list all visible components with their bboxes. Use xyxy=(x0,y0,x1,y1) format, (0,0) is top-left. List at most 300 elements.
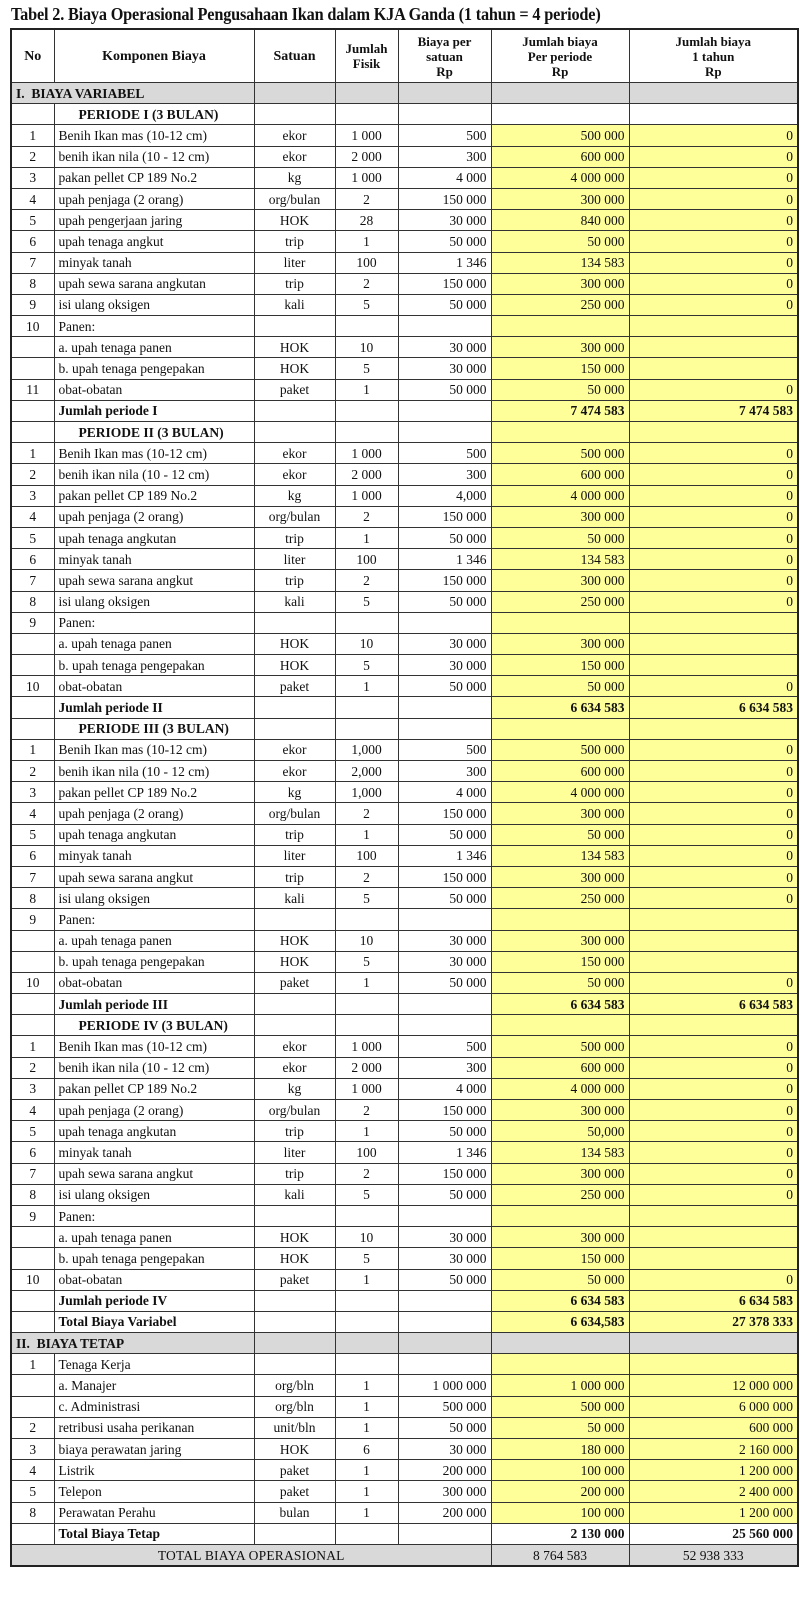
cell-no: 6 xyxy=(11,1142,54,1163)
cell-satuan: liter xyxy=(254,845,335,866)
table-title: Tabel 2. Biaya Operasional Pengusahaan Ikan dalam KJA Ganda (1 tahun = 4 periode) xyxy=(11,4,601,24)
period-header-row xyxy=(11,1015,798,1036)
cell-fisik xyxy=(335,1354,398,1375)
subtotal-1-tahun: 7 474 583 xyxy=(629,400,798,421)
cell-satuan: org/bulan xyxy=(254,1100,335,1121)
cell-biaya-satuan: 30 000 xyxy=(398,930,491,951)
cell-biaya-satuan: 50 000 xyxy=(398,1184,491,1205)
cell-fisik xyxy=(335,1290,398,1311)
cell-1-tahun: 0 xyxy=(629,761,798,782)
cell-1-tahun: 0 xyxy=(629,1269,798,1290)
header-komponen: Komponen Biaya xyxy=(54,29,254,83)
cell-per-periode: 150 000 xyxy=(491,358,629,379)
cell-satuan: bulan xyxy=(254,1502,335,1523)
cell-per-periode: 300 000 xyxy=(491,506,629,527)
cell-komponen: Panen: xyxy=(54,909,254,930)
cell-biaya-satuan: 30 000 xyxy=(398,655,491,676)
header-line: Rp xyxy=(704,63,722,79)
cell-1-tahun: 0 xyxy=(629,782,798,803)
cell-1-tahun: 0 xyxy=(629,570,798,591)
header-line: Per periode xyxy=(527,48,593,64)
cell-biaya-satuan: 300 000 xyxy=(398,1481,491,1502)
cell-fisik: 2 xyxy=(335,866,398,887)
cell-1-tahun xyxy=(629,1227,798,1248)
cell-biaya-satuan: 1 346 xyxy=(398,1142,491,1163)
cell-1-tahun: 0 xyxy=(629,888,798,909)
cell-satuan xyxy=(254,612,335,633)
cell-satuan: paket xyxy=(254,1460,335,1481)
cell-satuan xyxy=(254,1205,335,1226)
table-row xyxy=(11,1036,798,1057)
cell-komponen: pakan pellet CP 189 No.2 xyxy=(54,167,254,188)
cell-1-tahun: 0 xyxy=(629,1078,798,1099)
cell-fisik: 1 xyxy=(335,972,398,993)
cell-fisik: 10 xyxy=(335,930,398,951)
cell-fisik: 1 xyxy=(335,1121,398,1142)
cell-fisik: 1 000 xyxy=(335,1036,398,1057)
cell-biaya-satuan: 50 000 xyxy=(398,231,491,252)
cell-no xyxy=(11,1311,54,1332)
cell-no xyxy=(11,337,54,358)
cell-satuan: ekor xyxy=(254,125,335,146)
table-row xyxy=(11,655,798,676)
cell-no: 1 xyxy=(11,1354,54,1375)
cell-fisik: 5 xyxy=(335,951,398,972)
cell-komponen: retribusi usaha perikanan xyxy=(54,1417,254,1438)
cell-satuan: HOK xyxy=(254,655,335,676)
cell-fisik: 1 xyxy=(335,1396,398,1417)
cell-per-periode xyxy=(491,909,629,930)
cell-komponen: pakan pellet CP 189 No.2 xyxy=(54,1078,254,1099)
cell-no: 7 xyxy=(11,252,54,273)
cell-no xyxy=(11,104,54,125)
cell-1-tahun xyxy=(629,1248,798,1269)
section-number: II. xyxy=(16,1335,30,1351)
cell-1-tahun: 0 xyxy=(629,379,798,400)
cell-1-tahun xyxy=(629,612,798,633)
period-label: PERIODE III (3 BULAN) xyxy=(54,718,254,739)
cell-biaya-satuan: 4 000 xyxy=(398,167,491,188)
cell-biaya-satuan xyxy=(398,1205,491,1226)
cell-no: 6 xyxy=(11,231,54,252)
cell-biaya-satuan: 150 000 xyxy=(398,273,491,294)
cell-satuan: paket xyxy=(254,1269,335,1290)
cell-biaya-satuan: 150 000 xyxy=(398,1100,491,1121)
cell-satuan: liter xyxy=(254,252,335,273)
cell-fisik: 5 xyxy=(335,294,398,315)
table-row xyxy=(11,1375,798,1396)
cell-per-periode: 180 000 xyxy=(491,1439,629,1460)
cell-satuan: paket xyxy=(254,1481,335,1502)
cell-fisik: 5 xyxy=(335,591,398,612)
cell-per-periode: 200 000 xyxy=(491,1481,629,1502)
table-body xyxy=(11,83,798,1567)
cell-komponen: Benih Ikan mas (10-12 cm) xyxy=(54,125,254,146)
cell-per-periode: 1 000 000 xyxy=(491,1375,629,1396)
cell-biaya-satuan xyxy=(398,316,491,337)
cell-komponen: isi ulang oksigen xyxy=(54,888,254,909)
cell-komponen: pakan pellet CP 189 No.2 xyxy=(54,782,254,803)
cell-komponen: a. upah tenaga panen xyxy=(54,633,254,654)
header-line: Rp xyxy=(551,63,569,79)
cell-biaya-satuan: 150 000 xyxy=(398,1163,491,1184)
subtotal-1-tahun: 6 634 583 xyxy=(629,1290,798,1311)
cell-no xyxy=(11,930,54,951)
cell-biaya-satuan: 200 000 xyxy=(398,1460,491,1481)
cell-1-tahun: 0 xyxy=(629,485,798,506)
cell-biaya-satuan xyxy=(398,1290,491,1311)
cell-komponen: benih ikan nila (10 - 12 cm) xyxy=(54,1057,254,1078)
cell-komponen: isi ulang oksigen xyxy=(54,1184,254,1205)
cell-fisik: 2 xyxy=(335,570,398,591)
cell-biaya-satuan xyxy=(398,1523,491,1544)
header-jumlah-per-periode xyxy=(491,29,629,83)
cell-1-tahun: 0 xyxy=(629,506,798,527)
cell-per-periode xyxy=(491,1333,629,1354)
cell-per-periode: 300 000 xyxy=(491,866,629,887)
cell-no xyxy=(11,951,54,972)
cell-komponen: benih ikan nila (10 - 12 cm) xyxy=(54,146,254,167)
table-row xyxy=(11,803,798,824)
cell-1-tahun: 0 xyxy=(629,1100,798,1121)
cell-no xyxy=(11,1396,54,1417)
period-header-row xyxy=(11,104,798,125)
subtotal-row xyxy=(11,400,798,421)
cell-no: 5 xyxy=(11,210,54,231)
total-fixed-per-periode: 2 130 000 xyxy=(491,1523,629,1544)
cell-biaya-satuan: 300 xyxy=(398,761,491,782)
table-row xyxy=(11,866,798,887)
cell-1-tahun: 0 xyxy=(629,1121,798,1142)
cell-per-periode: 150 000 xyxy=(491,655,629,676)
header-line: Jumlah biaya xyxy=(675,33,751,49)
grand-total-1-tahun: 52 938 333 xyxy=(629,1544,798,1566)
subtotal-per-periode: 7 474 583 xyxy=(491,400,629,421)
subtotal-1-tahun: 6 634 583 xyxy=(629,697,798,718)
cell-satuan: ekor xyxy=(254,146,335,167)
cell-no xyxy=(11,400,54,421)
cell-biaya-satuan: 500 xyxy=(398,739,491,760)
cell-komponen: b. upah tenaga pengepakan xyxy=(54,655,254,676)
cell-1-tahun xyxy=(629,951,798,972)
cell-per-periode: 250 000 xyxy=(491,591,629,612)
cell-per-periode: 50,000 xyxy=(491,1121,629,1142)
cell-1-tahun: 0 xyxy=(629,210,798,231)
cell-1-tahun xyxy=(629,83,798,104)
cell-1-tahun: 1 200 000 xyxy=(629,1502,798,1523)
cell-biaya-satuan xyxy=(398,909,491,930)
cell-satuan: HOK xyxy=(254,930,335,951)
table-row xyxy=(11,485,798,506)
table-row xyxy=(11,379,798,400)
table-row xyxy=(11,1354,798,1375)
cell-fisik: 1 xyxy=(335,1460,398,1481)
header-biaya-per-satuan xyxy=(398,29,491,83)
cell-no: 7 xyxy=(11,1163,54,1184)
cell-komponen: Benih Ikan mas (10-12 cm) xyxy=(54,443,254,464)
cell-no: 4 xyxy=(11,1100,54,1121)
cell-per-periode: 100 000 xyxy=(491,1460,629,1481)
cell-biaya-satuan: 50 000 xyxy=(398,379,491,400)
table-row xyxy=(11,443,798,464)
cell-biaya-satuan: 150 000 xyxy=(398,506,491,527)
cell-per-periode xyxy=(491,1015,629,1036)
header-line: Biaya per xyxy=(417,33,472,49)
cell-fisik: 100 xyxy=(335,252,398,273)
cell-no xyxy=(11,1015,54,1036)
cell-biaya-satuan: 50 000 xyxy=(398,1417,491,1438)
cell-no: 6 xyxy=(11,549,54,570)
cell-komponen: Telepon xyxy=(54,1481,254,1502)
cell-1-tahun: 0 xyxy=(629,231,798,252)
cell-komponen: upah tenaga angkutan xyxy=(54,824,254,845)
cell-1-tahun xyxy=(629,337,798,358)
section-row xyxy=(11,1333,798,1354)
cell-satuan: kali xyxy=(254,1184,335,1205)
cell-fisik: 1 xyxy=(335,1269,398,1290)
cell-fisik: 1 xyxy=(335,1417,398,1438)
table-row xyxy=(11,210,798,231)
cell-satuan: org/bln xyxy=(254,1375,335,1396)
cell-1-tahun: 0 xyxy=(629,866,798,887)
cell-satuan: kali xyxy=(254,888,335,909)
cell-satuan: paket xyxy=(254,972,335,993)
cell-biaya-satuan: 50 000 xyxy=(398,1121,491,1142)
cell-per-periode: 100 000 xyxy=(491,1502,629,1523)
period-label: PERIODE IV (3 BULAN) xyxy=(54,1015,254,1036)
cell-biaya-satuan: 30 000 xyxy=(398,1227,491,1248)
table-row xyxy=(11,824,798,845)
cell-fisik xyxy=(335,316,398,337)
cell-satuan: trip xyxy=(254,824,335,845)
cell-no: 7 xyxy=(11,866,54,887)
cell-satuan: kali xyxy=(254,591,335,612)
cell-1-tahun: 0 xyxy=(629,845,798,866)
cell-komponen: upah tenaga angkutan xyxy=(54,527,254,548)
cell-1-tahun: 0 xyxy=(629,549,798,570)
cell-satuan: trip xyxy=(254,527,335,548)
cell-biaya-satuan: 50 000 xyxy=(398,294,491,315)
table-row xyxy=(11,464,798,485)
table-row xyxy=(11,1142,798,1163)
cell-no: 9 xyxy=(11,1205,54,1226)
cell-biaya-satuan: 30 000 xyxy=(398,633,491,654)
cell-fisik: 5 xyxy=(335,1248,398,1269)
cell-komponen: upah penjaga (2 orang) xyxy=(54,803,254,824)
cell-satuan: HOK xyxy=(254,633,335,654)
cell-fisik xyxy=(335,697,398,718)
cell-biaya-satuan: 500 000 xyxy=(398,1396,491,1417)
cell-komponen: Benih Ikan mas (10-12 cm) xyxy=(54,739,254,760)
cell-biaya-satuan: 30 000 xyxy=(398,358,491,379)
cell-komponen: obat-obatan xyxy=(54,676,254,697)
cell-fisik xyxy=(335,104,398,125)
cell-fisik: 1 xyxy=(335,379,398,400)
cell-no: 8 xyxy=(11,591,54,612)
cell-per-periode: 50 000 xyxy=(491,972,629,993)
table-row xyxy=(11,1184,798,1205)
cell-fisik: 1,000 xyxy=(335,739,398,760)
section-number: I. xyxy=(16,85,25,101)
table-row xyxy=(11,1078,798,1099)
cell-fisik: 2 xyxy=(335,273,398,294)
cell-1-tahun: 1 200 000 xyxy=(629,1460,798,1481)
header-jumlah-fisik xyxy=(335,29,398,83)
cell-fisik: 2 xyxy=(335,506,398,527)
cell-biaya-satuan: 50 000 xyxy=(398,527,491,548)
cell-biaya-satuan: 300 xyxy=(398,464,491,485)
cell-per-periode: 134 583 xyxy=(491,845,629,866)
cell-per-periode xyxy=(491,104,629,125)
cell-1-tahun xyxy=(629,358,798,379)
cell-satuan: org/bulan xyxy=(254,506,335,527)
cell-fisik xyxy=(335,83,398,104)
cell-per-periode: 500 000 xyxy=(491,1396,629,1417)
table-row xyxy=(11,951,798,972)
cell-1-tahun: 6 000 000 xyxy=(629,1396,798,1417)
cell-1-tahun xyxy=(629,930,798,951)
cell-biaya-satuan: 150 000 xyxy=(398,803,491,824)
cell-per-periode: 4 000 000 xyxy=(491,1078,629,1099)
cell-1-tahun: 600 000 xyxy=(629,1417,798,1438)
cell-biaya-satuan xyxy=(398,400,491,421)
cell-per-periode: 300 000 xyxy=(491,1100,629,1121)
table-row xyxy=(11,1417,798,1438)
cell-no: 8 xyxy=(11,888,54,909)
cell-no: 1 xyxy=(11,125,54,146)
table-row xyxy=(11,739,798,760)
cell-komponen: minyak tanah xyxy=(54,1142,254,1163)
cell-no xyxy=(11,655,54,676)
cell-komponen: upah sewa sarana angkut xyxy=(54,1163,254,1184)
cell-satuan: HOK xyxy=(254,337,335,358)
cell-no: 3 xyxy=(11,167,54,188)
cell-no: 3 xyxy=(11,1439,54,1460)
table-row xyxy=(11,591,798,612)
cell-no: 4 xyxy=(11,506,54,527)
cell-no: 2 xyxy=(11,1057,54,1078)
cell-komponen: obat-obatan xyxy=(54,972,254,993)
cell-komponen: isi ulang oksigen xyxy=(54,294,254,315)
cell-fisik: 2 000 xyxy=(335,146,398,167)
subtotal-per-periode: 6 634,583 xyxy=(491,1311,629,1332)
cell-satuan: HOK xyxy=(254,951,335,972)
cell-per-periode: 150 000 xyxy=(491,1248,629,1269)
cell-no: 1 xyxy=(11,1036,54,1057)
cell-no xyxy=(11,422,54,443)
cell-satuan: ekor xyxy=(254,761,335,782)
cell-1-tahun xyxy=(629,1333,798,1354)
cell-biaya-satuan: 50 000 xyxy=(398,676,491,697)
cell-no xyxy=(11,697,54,718)
cell-1-tahun: 0 xyxy=(629,803,798,824)
cell-satuan xyxy=(254,909,335,930)
cell-komponen: upah sewa sarana angkutan xyxy=(54,273,254,294)
cell-satuan: org/bln xyxy=(254,1396,335,1417)
cell-komponen: minyak tanah xyxy=(54,845,254,866)
cell-1-tahun: 0 xyxy=(629,676,798,697)
cell-fisik: 1 xyxy=(335,824,398,845)
cell-biaya-satuan: 1 346 xyxy=(398,845,491,866)
cell-fisik xyxy=(335,994,398,1015)
cell-komponen: b. upah tenaga pengepakan xyxy=(54,358,254,379)
table-row xyxy=(11,146,798,167)
cell-satuan: paket xyxy=(254,676,335,697)
cell-biaya-satuan: 50 000 xyxy=(398,591,491,612)
table-row xyxy=(11,167,798,188)
table-row xyxy=(11,506,798,527)
subtotal-label: Jumlah periode II xyxy=(54,697,254,718)
subtotal-row xyxy=(11,1290,798,1311)
cell-1-tahun: 0 xyxy=(629,443,798,464)
table-row xyxy=(11,782,798,803)
cell-satuan: trip xyxy=(254,231,335,252)
cell-fisik: 2 xyxy=(335,188,398,209)
cell-1-tahun: 0 xyxy=(629,273,798,294)
cell-komponen: upah sewa sarana angkut xyxy=(54,866,254,887)
cell-satuan: ekor xyxy=(254,1036,335,1057)
cell-no: 10 xyxy=(11,972,54,993)
cell-fisik: 1 000 xyxy=(335,1078,398,1099)
cell-per-periode: 150 000 xyxy=(491,951,629,972)
cell-per-periode xyxy=(491,612,629,633)
table-row xyxy=(11,888,798,909)
cell-per-periode xyxy=(491,83,629,104)
cell-satuan xyxy=(254,1354,335,1375)
header-line: Fisik xyxy=(352,56,381,71)
cell-satuan xyxy=(254,83,335,104)
header-satuan: Satuan xyxy=(254,29,335,83)
subtotal-1-tahun: 6 634 583 xyxy=(629,994,798,1015)
table-row xyxy=(11,549,798,570)
period-header-row xyxy=(11,422,798,443)
cell-no xyxy=(11,1375,54,1396)
cell-per-periode: 50 000 xyxy=(491,527,629,548)
cell-per-periode: 134 583 xyxy=(491,1142,629,1163)
subtotal-label: Jumlah periode IV xyxy=(54,1290,254,1311)
cell-fisik: 1 xyxy=(335,1502,398,1523)
cell-biaya-satuan xyxy=(398,83,491,104)
cell-no xyxy=(11,633,54,654)
cell-per-periode xyxy=(491,718,629,739)
cell-komponen: upah penjaga (2 orang) xyxy=(54,506,254,527)
cell-biaya-satuan: 500 xyxy=(398,443,491,464)
header-no: No xyxy=(11,29,54,83)
section-label xyxy=(11,83,254,104)
cell-satuan: ekor xyxy=(254,443,335,464)
cell-no xyxy=(11,1290,54,1311)
header-line: satuan xyxy=(426,48,463,64)
cell-komponen: upah penjaga (2 orang) xyxy=(54,188,254,209)
cell-fisik xyxy=(335,1015,398,1036)
cell-1-tahun: 0 xyxy=(629,739,798,760)
total-fixed-row xyxy=(11,1523,798,1544)
cell-1-tahun xyxy=(629,104,798,125)
cell-no: 5 xyxy=(11,527,54,548)
cell-fisik: 1 xyxy=(335,527,398,548)
cell-fisik: 6 xyxy=(335,1439,398,1460)
subtotal-1-tahun: 27 378 333 xyxy=(629,1311,798,1332)
cell-satuan: trip xyxy=(254,273,335,294)
cell-per-periode xyxy=(491,1205,629,1226)
cell-per-periode: 300 000 xyxy=(491,188,629,209)
cell-per-periode: 134 583 xyxy=(491,549,629,570)
cell-satuan xyxy=(254,1015,335,1036)
cell-1-tahun: 0 xyxy=(629,464,798,485)
cell-satuan: kali xyxy=(254,294,335,315)
cell-satuan xyxy=(254,104,335,125)
cell-biaya-satuan: 50 000 xyxy=(398,972,491,993)
